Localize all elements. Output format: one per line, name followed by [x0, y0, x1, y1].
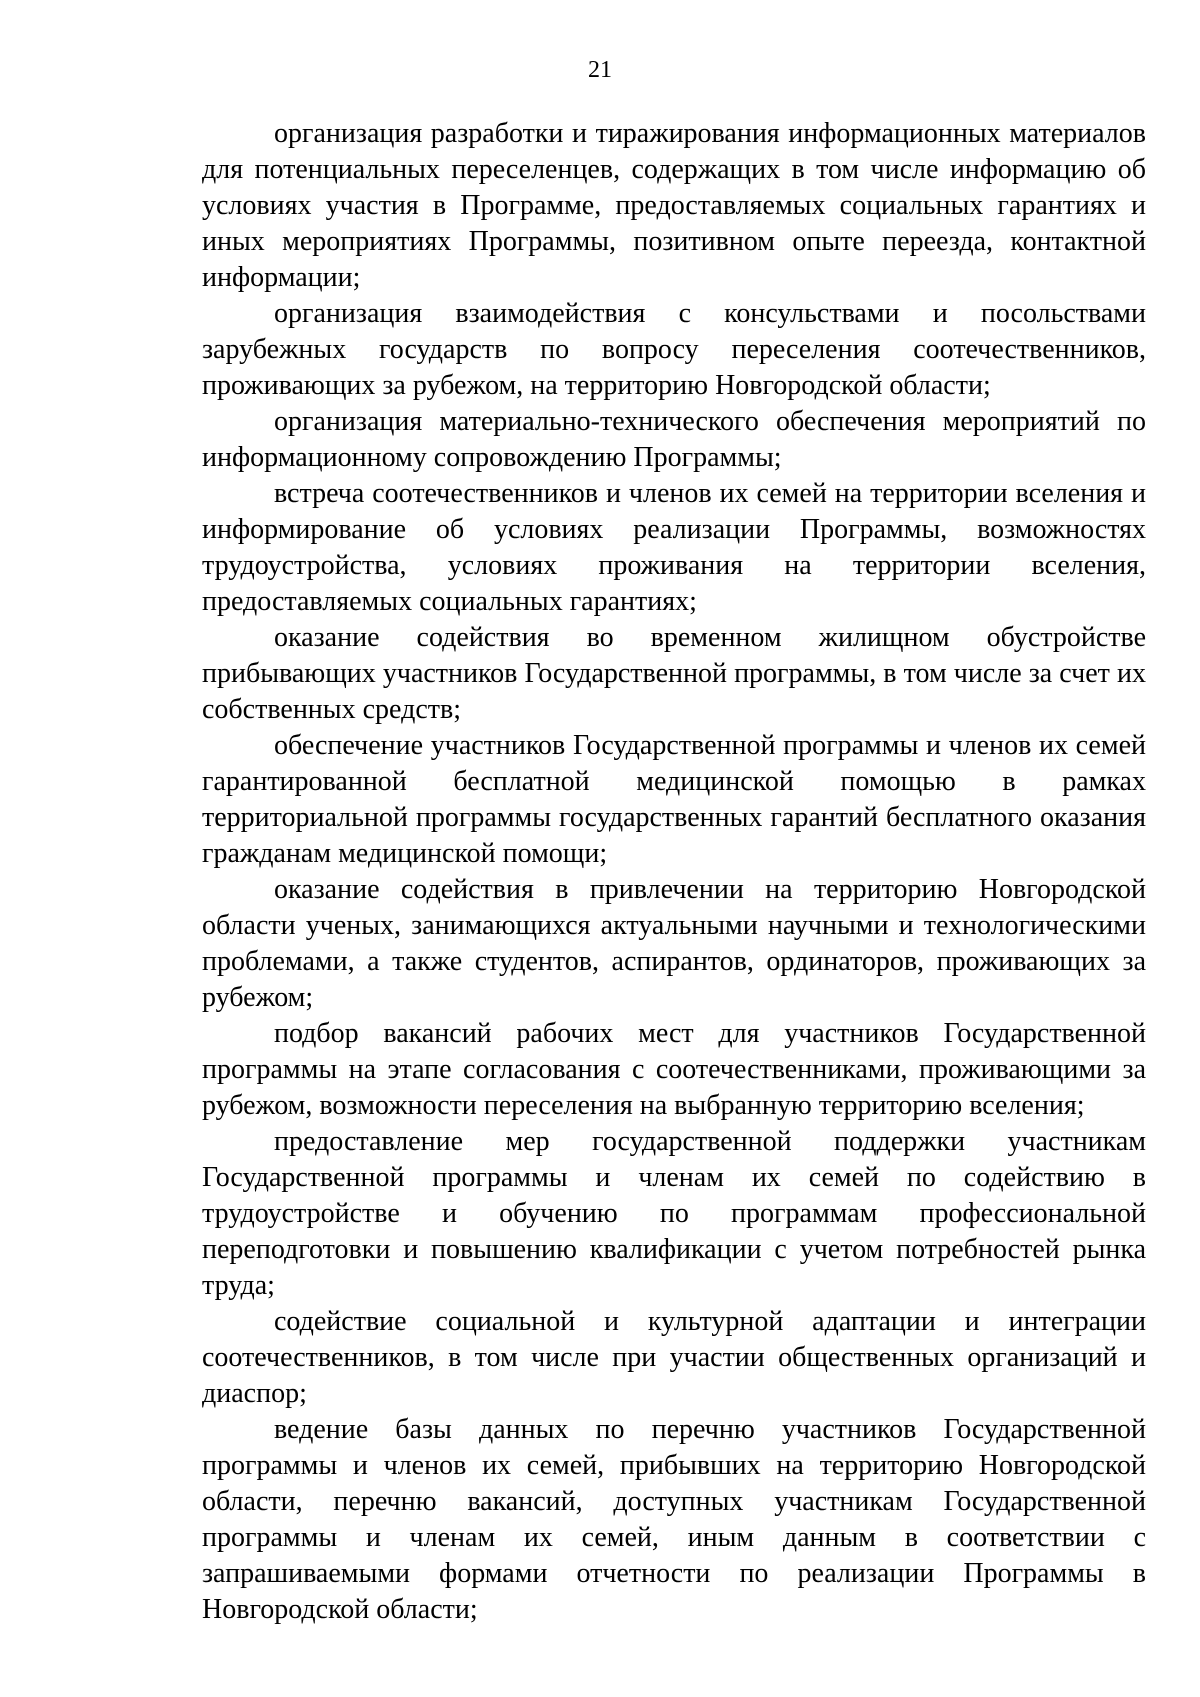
- paragraph-housing-assistance: оказание содействия во временном жилищном обустройстве прибывающих участников Государственной программы, в том числе за счет их собственных средств;: [202, 622, 1146, 725]
- paragraph-database-maintenance: ведение базы данных по перечню участников Государственной программы и членов их семей, прибывших на территорию Новгородской области, перечню вакансий, доступных участникам Государственной программы и членам их семей, иным данным в соответствии с запрашиваемыми формами отчетности по реализации Программы в Новгородской области;: [202, 1414, 1146, 1625]
- page-number: 21: [588, 57, 612, 83]
- paragraph-medical-care: обеспечение участников Государственной программы и членов их семей гарантированной бесплатной медицинской помощью в рамках территориальной программы государственных гарантий бесплатного оказания гражданам медицинской помощи;: [202, 730, 1146, 869]
- paragraph-information-materials: организация разработки и тиражирования информационных материалов для потенциальных переселенцев, содержащих в том числе информацию об условиях участия в Программе, предоставляемых социальных гарантиях и иных мероприятиях Программы, позитивном опыте переезда, контактной информации;: [202, 118, 1146, 293]
- paragraph-material-support: организация материально-технического обеспечения мероприятий по информационному сопровождению Программы;: [202, 406, 1146, 473]
- paragraph-social-adaptation: содействие социальной и культурной адаптации и интеграции соотечественников, в том числе при участии общественных организаций и диаспор;: [202, 1306, 1146, 1409]
- document-body: [202, 116, 1146, 1628]
- paragraph-employment-support: предоставление мер государственной поддержки участникам Государственной программы и членам их семей по содействию в трудоустройстве и обучению по программам профессиональной переподготовки и повышению квалификации с учетом потребностей рынка труда;: [202, 1126, 1146, 1301]
- paragraph-scientists-attraction: оказание содействия в привлечении на территорию Новгородской области ученых, занимающихся актуальными научными и технологическими проблемами, а также студентов, аспирантов, ординаторов, проживающих за рубежом;: [202, 874, 1146, 1013]
- paragraph-meeting-compatriots: встреча соотечественников и членов их семей на территории вселения и информирование об условиях реализации Программы, возможностях трудоустройства, условиях проживания на территории вселения, предоставляемых социальных гарантиях;: [202, 478, 1146, 617]
- paragraph-vacancy-selection: подбор вакансий рабочих мест для участников Государственной программы на этапе согласования с соотечественниками, проживающими за рубежом, возможности переселения на выбранную территорию вселения;: [202, 1018, 1146, 1121]
- paragraph-consulates-cooperation: организация взаимодействия с консульствами и посольствами зарубежных государств по вопросу переселения соотечественников, проживающих за рубежом, на территорию Новгородской области;: [202, 298, 1146, 401]
